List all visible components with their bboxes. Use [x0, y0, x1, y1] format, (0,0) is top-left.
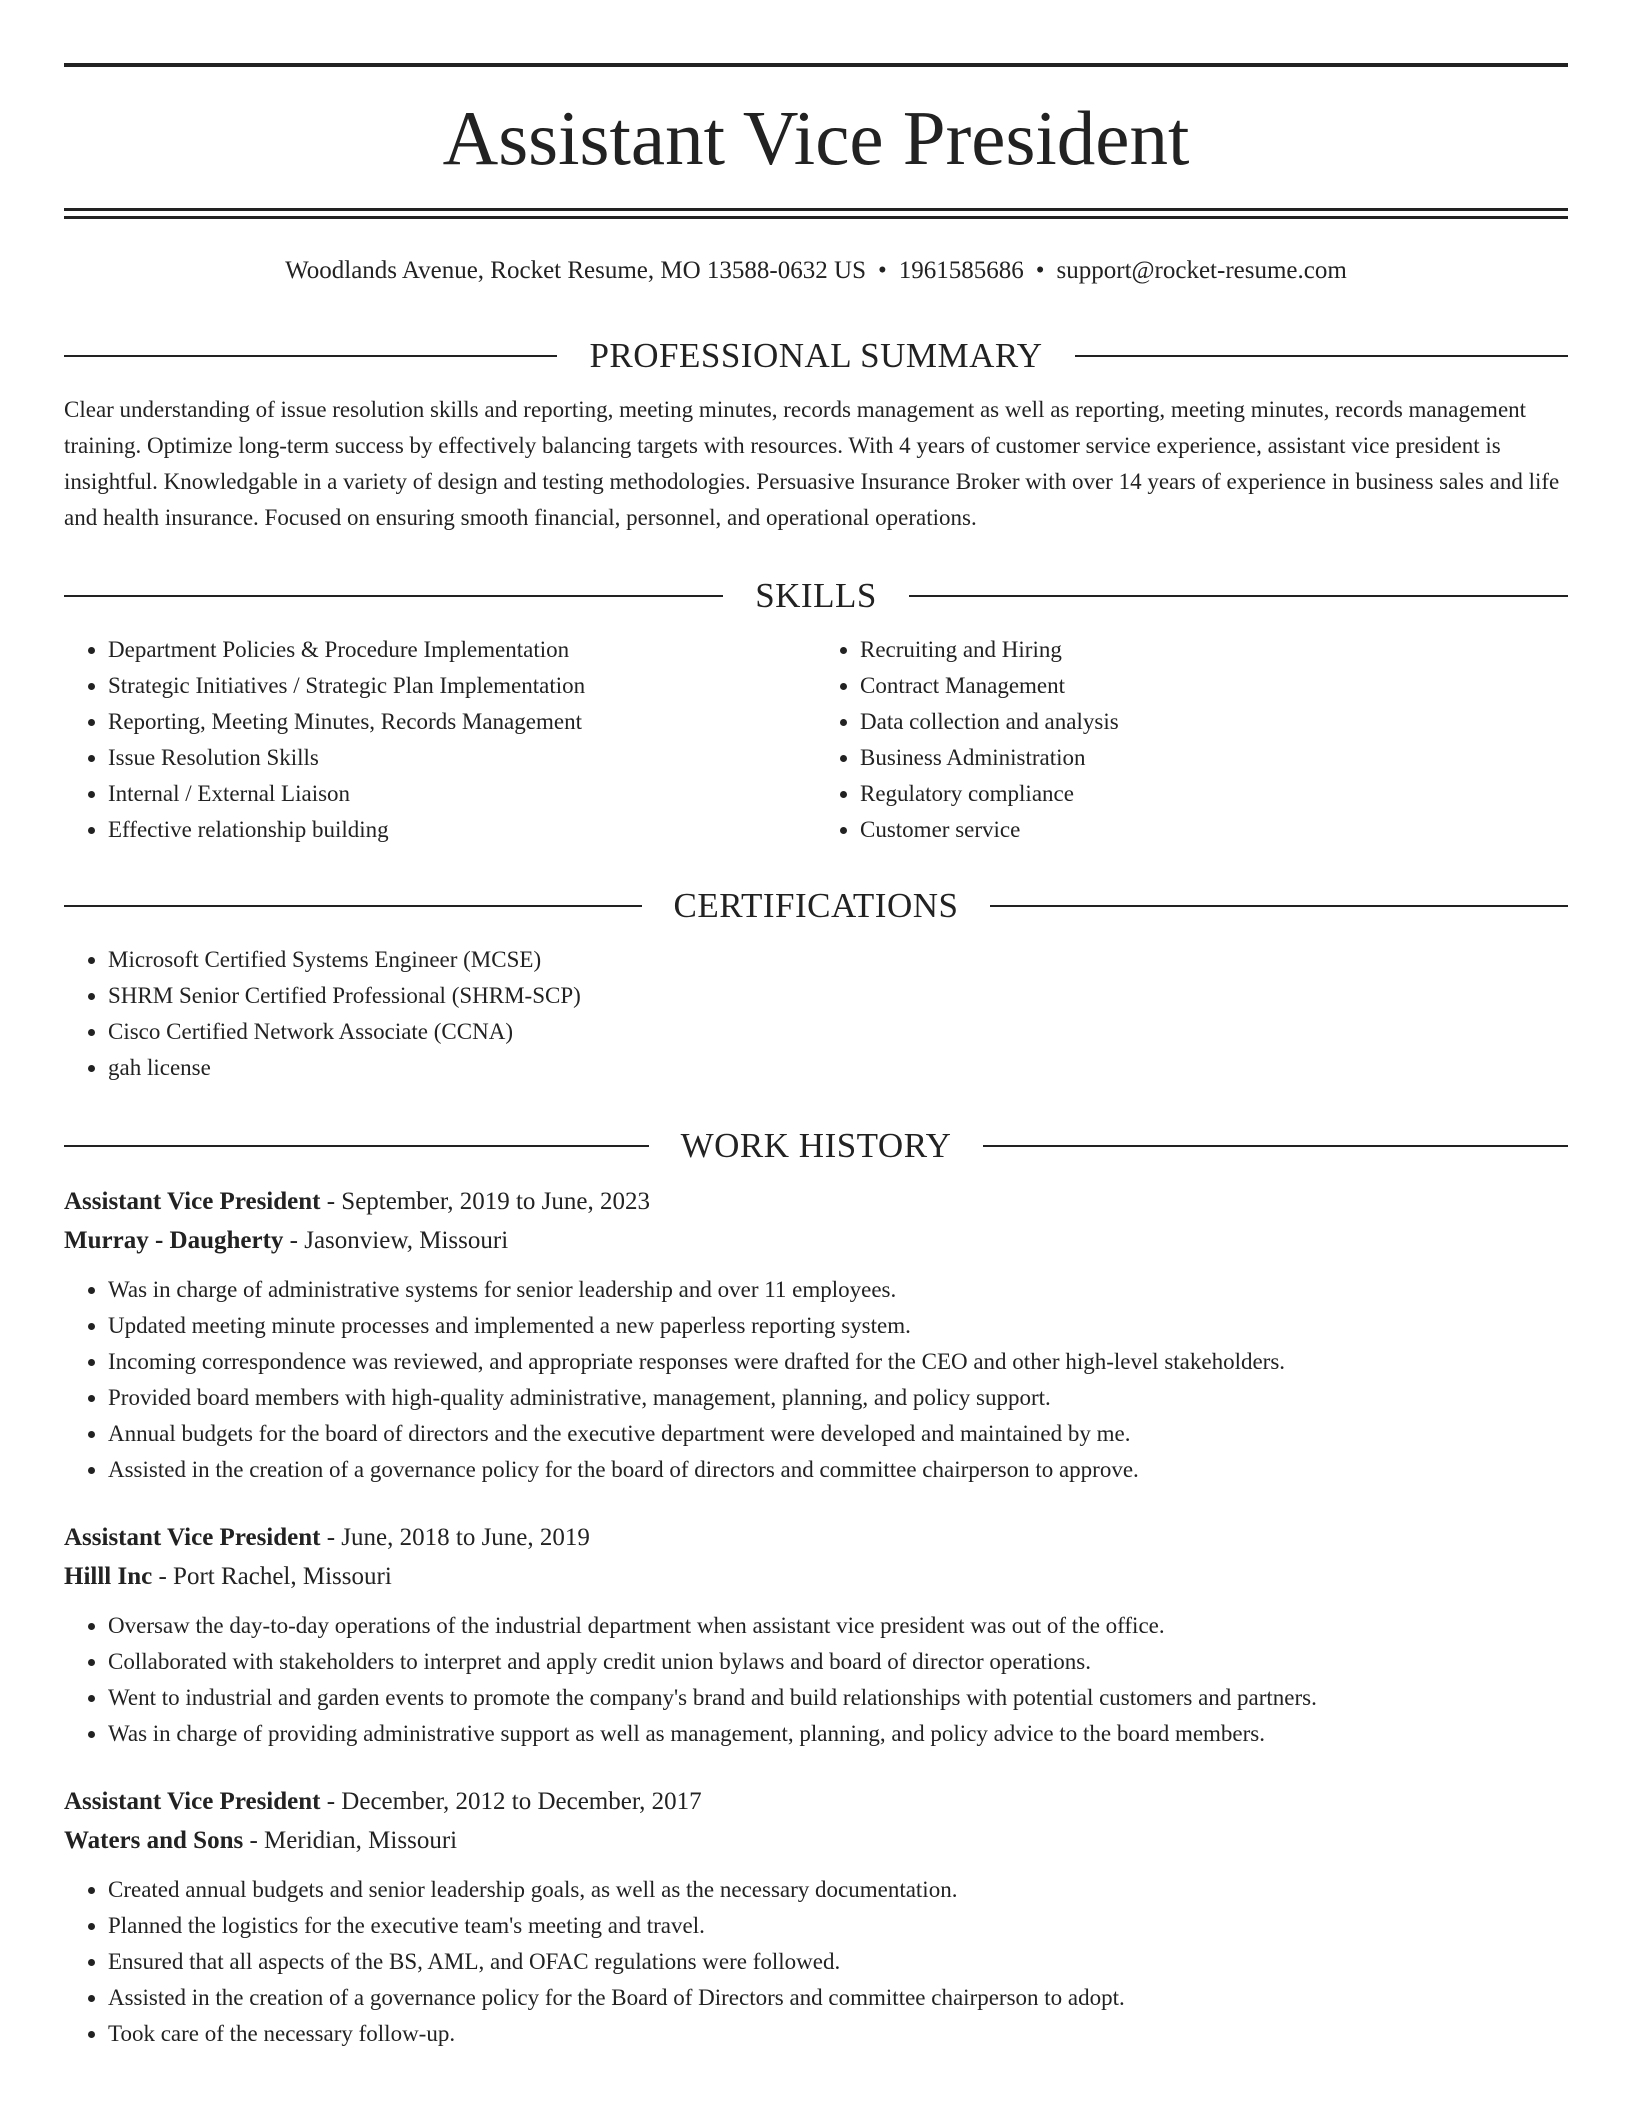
resume-title: Assistant Vice President — [442, 95, 1190, 181]
job-location: - Meridian, Missouri — [243, 1827, 458, 1854]
job-title: Assistant Vice President — [64, 1788, 321, 1815]
divider — [64, 595, 723, 597]
skill-item: • Contract Management — [860, 668, 1568, 704]
job-company-line — [64, 1821, 1568, 1860]
job-company: Hilll Inc — [64, 1563, 153, 1590]
job-bullet: • Created annual budgets and senior leadership goals, as well as the necessary documentation. — [108, 1872, 1568, 1908]
job-bullet: • Went to industrial and garden events to promote the company's brand and build relationships with potential customers and partners. — [108, 1680, 1568, 1716]
job-company-line — [64, 1221, 1568, 1260]
skills-list-left — [64, 632, 816, 848]
job-bullet: • Oversaw the day-to-day operations of the industrial department when assistant vice president was out of the office. — [108, 1608, 1568, 1644]
divider — [983, 1145, 1568, 1147]
divider — [64, 1145, 649, 1147]
contact-separator: • — [1035, 257, 1045, 284]
job-company-line — [64, 1557, 1568, 1596]
job-bullet: • Took care of the necessary follow-up. — [108, 2016, 1568, 2052]
job-bullet: • Assisted in the creation of a governance policy for the board of directors and committee chairperson to approve. — [108, 1452, 1568, 1488]
contact-email: support@rocket-resume.com — [1056, 257, 1347, 284]
certification-item: • Microsoft Certified Systems Engineer (MCSE) — [108, 942, 1568, 978]
skill-item: • Regulatory compliance — [860, 776, 1568, 812]
header-bottom-rule — [64, 208, 1568, 211]
job-dates: - September, 2019 to June, 2023 — [320, 1188, 650, 1215]
certification-item: • gah license — [108, 1050, 1568, 1086]
job-bullets — [64, 1872, 1568, 2052]
certifications-list — [64, 942, 1568, 1086]
skill-item: • Strategic Initiatives / Strategic Plan Implementation — [108, 668, 816, 704]
job-dates: - December, 2012 to December, 2017 — [320, 1788, 702, 1815]
job-bullet: • Assisted in the creation of a governance policy for the Board of Directors and committee chairperson to adopt. — [108, 1980, 1568, 2016]
skill-item: • Recruiting and Hiring — [860, 632, 1568, 668]
job-entry — [64, 1182, 1568, 1488]
section-header — [64, 1124, 1568, 1168]
contact-phone: 1961585686 — [898, 257, 1024, 284]
certification-item: • SHRM Senior Certified Professional (SHRM-SCP) — [108, 978, 1568, 1014]
certification-item: • Cisco Certified Network Associate (CCNA) — [108, 1014, 1568, 1050]
job-bullet: • Provided board members with high-quality administrative, management, planning, and policy support. — [108, 1380, 1568, 1416]
divider — [64, 905, 642, 907]
skill-item: • Internal / External Liaison — [108, 776, 816, 812]
header-bottom-rule-2 — [64, 216, 1568, 219]
skills-heading: SKILLS — [755, 576, 877, 615]
job-company: Waters and Sons — [64, 1827, 244, 1854]
skills-section — [64, 574, 1568, 848]
job-title-line — [64, 1518, 1568, 1557]
job-company: Murray - Daugherty — [64, 1227, 284, 1254]
job-entry — [64, 1518, 1568, 1752]
job-title: Assistant Vice President — [64, 1524, 321, 1551]
divider — [64, 355, 557, 357]
job-location: - Jasonview, Missouri — [283, 1227, 509, 1254]
skill-item: • Issue Resolution Skills — [108, 740, 816, 776]
work-history-section — [64, 1124, 1568, 2052]
job-entry — [64, 1782, 1568, 2052]
job-bullet: • Ensured that all aspects of the BS, AML, and OFAC regulations were followed. — [108, 1944, 1568, 1980]
job-bullet: • Incoming correspondence was reviewed, and appropriate responses were drafted for the CEO and other high-level stakeholders. — [108, 1344, 1568, 1380]
skill-item: • Reporting, Meeting Minutes, Records Management — [108, 704, 816, 740]
skill-item: • Data collection and analysis — [860, 704, 1568, 740]
skill-item: • Effective relationship building — [108, 812, 816, 848]
skill-item: • Business Administration — [860, 740, 1568, 776]
job-bullet: • Annual budgets for the board of directors and the executive department were developed and maintained by me. — [108, 1416, 1568, 1452]
summary-text: Clear understanding of issue resolution skills and reporting, meeting minutes, records management as well as reporting, meeting minutes, records management training. Optimize long-term success by effectively balancing targets with resources. With 4 years of customer service experience, assistant vice president is insightful. Knowledgable in a variety of design and testing methodologies. Persuasive Insurance Broker with over 14 years of experience in business sales and life and health insurance. Focused on ensuring smooth financial, personnel, and operational operations. — [64, 397, 1560, 530]
job-title-line — [64, 1782, 1568, 1821]
contact-line — [64, 253, 1568, 289]
divider — [990, 905, 1568, 907]
job-location: - Port Rachel, Missouri — [152, 1563, 392, 1590]
work-history-heading: WORK HISTORY — [680, 1126, 952, 1165]
job-bullet: • Was in charge of providing administrative support as well as management, planning, and policy advice to the board members. — [108, 1716, 1568, 1752]
skills-list-right — [816, 632, 1568, 848]
summary-section — [64, 334, 1568, 536]
job-bullet: • Was in charge of administrative systems for senior leadership and over 11 employees. — [108, 1272, 1568, 1308]
contact-separator: • — [877, 257, 887, 284]
job-bullets — [64, 1608, 1568, 1752]
job-bullet: • Planned the logistics for the executive team's meeting and travel. — [108, 1908, 1568, 1944]
job-title-line — [64, 1182, 1568, 1221]
section-header — [64, 884, 1568, 928]
job-bullet: • Collaborated with stakeholders to interpret and apply credit union bylaws and board of director operations. — [108, 1644, 1568, 1680]
certifications-section — [64, 884, 1568, 1086]
divider — [909, 595, 1568, 597]
divider — [1075, 355, 1568, 357]
summary-heading: PROFESSIONAL SUMMARY — [589, 336, 1043, 375]
skill-item: • Customer service — [860, 812, 1568, 848]
section-header — [64, 334, 1568, 378]
section-header — [64, 574, 1568, 618]
job-bullet: • Updated meeting minute processes and implemented a new paperless reporting system. — [108, 1308, 1568, 1344]
skills-columns — [64, 632, 1568, 848]
header-top-rule — [64, 63, 1568, 67]
contact-address: Woodlands Avenue, Rocket Resume, MO 13588-0632 US — [285, 257, 866, 284]
skill-item: • Department Policies & Procedure Implementation — [108, 632, 816, 668]
job-bullets — [64, 1272, 1568, 1488]
job-title: Assistant Vice President — [64, 1188, 321, 1215]
job-dates: - June, 2018 to June, 2019 — [320, 1524, 590, 1551]
certifications-heading: CERTIFICATIONS — [673, 886, 959, 925]
